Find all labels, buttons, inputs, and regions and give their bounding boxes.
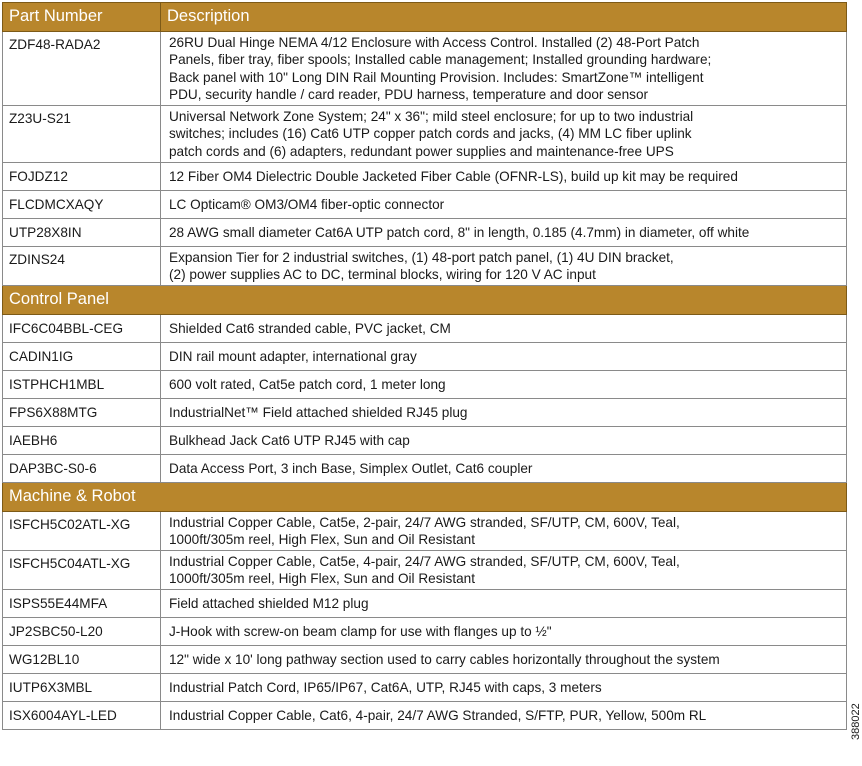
description-cell bbox=[161, 646, 847, 674]
table-row bbox=[3, 551, 847, 590]
description-line: switches; includes (16) Cat6 UTP copper patch cords and jacks, (4) MM LC fiber uplink bbox=[169, 126, 692, 142]
description-line: 1000ft/305m reel, High Flex, Sun and Oil Resistant bbox=[169, 532, 476, 547]
description-line: patch cords and (6) adapters, redundant power supplies and maintenance-free UPS bbox=[169, 143, 674, 159]
table-row bbox=[3, 371, 847, 399]
table-row bbox=[3, 702, 847, 730]
description-line: 28 AWG small diameter Cat6A UTP patch cord, 8" in length, 0.185 (4.7mm) in diameter, off white bbox=[169, 224, 750, 240]
description-cell bbox=[161, 315, 847, 343]
description-line: Industrial Copper Cable, Cat5e, 2-pair, 24/7 AWG stranded, SF/UTP, CM, 600V, Teal, bbox=[169, 514, 680, 530]
description-line: 1000ft/305m reel, High Flex, Sun and Oil Resistant bbox=[169, 571, 476, 586]
description-line: J-Hook with screw-on beam clamp for use with flanges up to ½" bbox=[169, 623, 552, 639]
table-row bbox=[3, 163, 847, 191]
section-header-row bbox=[3, 286, 847, 315]
description-header: Description bbox=[161, 3, 847, 32]
description-cell bbox=[161, 590, 847, 618]
description-cell bbox=[161, 343, 847, 371]
table-row bbox=[3, 32, 847, 106]
part-number-cell: JP2SBC50-L20 bbox=[3, 618, 161, 646]
description-cell bbox=[161, 106, 847, 163]
description-cell bbox=[161, 247, 847, 286]
section-title: Machine & Robot bbox=[3, 483, 847, 512]
header-row bbox=[3, 3, 847, 32]
part-number-cell: FPS6X88MTG bbox=[3, 399, 161, 427]
description-cell bbox=[161, 219, 847, 247]
description-cell bbox=[161, 551, 847, 590]
description-line: Universal Network Zone System; 24" x 36"; mild steel enclosure; for up to two industrial bbox=[169, 108, 694, 124]
description-line: 12 Fiber OM4 Dielectric Double Jacketed Fiber Cable (OFNR-LS), build up kit may be required bbox=[169, 168, 738, 184]
part-number-cell: IUTP6X3MBL bbox=[3, 674, 161, 702]
table-row bbox=[3, 618, 847, 646]
table-body bbox=[3, 3, 847, 730]
part-number-cell: ISX6004AYL-LED bbox=[3, 702, 161, 730]
table-row bbox=[3, 512, 847, 551]
table-row bbox=[3, 343, 847, 371]
description-cell bbox=[161, 399, 847, 427]
description-line: Field attached shielded M12 plug bbox=[169, 595, 369, 611]
description-cell bbox=[161, 512, 847, 551]
description-cell bbox=[161, 32, 847, 106]
part-number-cell: ISPS55E44MFA bbox=[3, 590, 161, 618]
part-number-cell: ISFCH5C04ATL-XG bbox=[3, 551, 161, 590]
description-line: Expansion Tier for 2 industrial switches, (1) 48-port patch panel, (1) 4U DIN bracket, bbox=[169, 249, 674, 265]
part-number-cell: IAEBH6 bbox=[3, 427, 161, 455]
part-number-cell: CADIN1IG bbox=[3, 343, 161, 371]
part-number-cell: IFC6C04BBL-CEG bbox=[3, 315, 161, 343]
part-number-cell: Z23U-S21 bbox=[3, 106, 161, 163]
description-line: 600 volt rated, Cat5e patch cord, 1 meter long bbox=[169, 376, 446, 392]
description-line: Back panel with 10" Long DIN Rail Mounting Provision. Includes: SmartZone™ intelligent bbox=[169, 69, 704, 85]
table-row bbox=[3, 427, 847, 455]
table-row bbox=[3, 219, 847, 247]
part-number-cell: WG12BL10 bbox=[3, 646, 161, 674]
description-line: PDU, security handle / card reader, PDU harness, temperature and door sensor bbox=[169, 87, 649, 102]
description-cell bbox=[161, 427, 847, 455]
description-line: Industrial Copper Cable, Cat6, 4-pair, 24/7 AWG Stranded, S/FTP, PUR, Yellow, 500m RL bbox=[169, 707, 707, 723]
description-cell bbox=[161, 371, 847, 399]
part-number-header: Part Number bbox=[3, 3, 161, 32]
description-line: Panels, fiber tray, fiber spools; Installed cable management; Installed grounding hardware; bbox=[169, 52, 712, 67]
section-header-row bbox=[3, 483, 847, 512]
description-line: 26RU Dual Hinge NEMA 4/12 Enclosure with Access Control. Installed (2) 48-Port Patch bbox=[169, 34, 700, 50]
description-cell bbox=[161, 618, 847, 646]
part-number-cell: FOJDZ12 bbox=[3, 163, 161, 191]
description-line: Industrial Copper Cable, Cat5e, 4-pair, 24/7 AWG stranded, SF/UTP, CM, 600V, Teal, bbox=[169, 553, 680, 569]
part-number-cell: FLCDMCXAQY bbox=[3, 191, 161, 219]
description-line: Data Access Port, 3 inch Base, Simplex Outlet, Cat6 coupler bbox=[169, 460, 533, 476]
part-number-cell: ZDINS24 bbox=[3, 247, 161, 286]
description-line: 12" wide x 10' long pathway section used to carry cables horizontally throughout the system bbox=[169, 651, 720, 667]
description-line: (2) power supplies AC to DC, terminal blocks, wiring for 120 V AC input bbox=[169, 267, 596, 282]
part-number-cell: ZDF48-RADA2 bbox=[3, 32, 161, 106]
parts-table bbox=[2, 2, 847, 730]
table-row bbox=[3, 646, 847, 674]
table-row bbox=[3, 315, 847, 343]
table-row bbox=[3, 106, 847, 163]
description-cell bbox=[161, 163, 847, 191]
table-row bbox=[3, 674, 847, 702]
description-line: LC Opticam® OM3/OM4 fiber-optic connector bbox=[169, 196, 445, 212]
description-line: Industrial Patch Cord, IP65/IP67, Cat6A, UTP, RJ45 with caps, 3 meters bbox=[169, 679, 602, 695]
table-row bbox=[3, 399, 847, 427]
description-line: DIN rail mount adapter, international gray bbox=[169, 348, 417, 364]
description-cell bbox=[161, 674, 847, 702]
section-title: Control Panel bbox=[3, 286, 847, 315]
part-number-cell: ISTPHCH1MBL bbox=[3, 371, 161, 399]
description-line: Bulkhead Jack Cat6 UTP RJ45 with cap bbox=[169, 432, 410, 448]
description-line: Shielded Cat6 stranded cable, PVC jacket, CM bbox=[169, 320, 451, 336]
table-row bbox=[3, 455, 847, 483]
part-number-cell: UTP28X8IN bbox=[3, 219, 161, 247]
part-number-cell: ISFCH5C02ATL-XG bbox=[3, 512, 161, 551]
table-row bbox=[3, 247, 847, 286]
description-cell bbox=[161, 702, 847, 730]
figure-code: 388022 bbox=[850, 703, 862, 740]
part-number-cell: DAP3BC-S0-6 bbox=[3, 455, 161, 483]
description-line: IndustrialNet™ Field attached shielded RJ45 plug bbox=[169, 404, 468, 420]
table-row bbox=[3, 191, 847, 219]
table-row bbox=[3, 590, 847, 618]
description-cell bbox=[161, 455, 847, 483]
description-cell bbox=[161, 191, 847, 219]
